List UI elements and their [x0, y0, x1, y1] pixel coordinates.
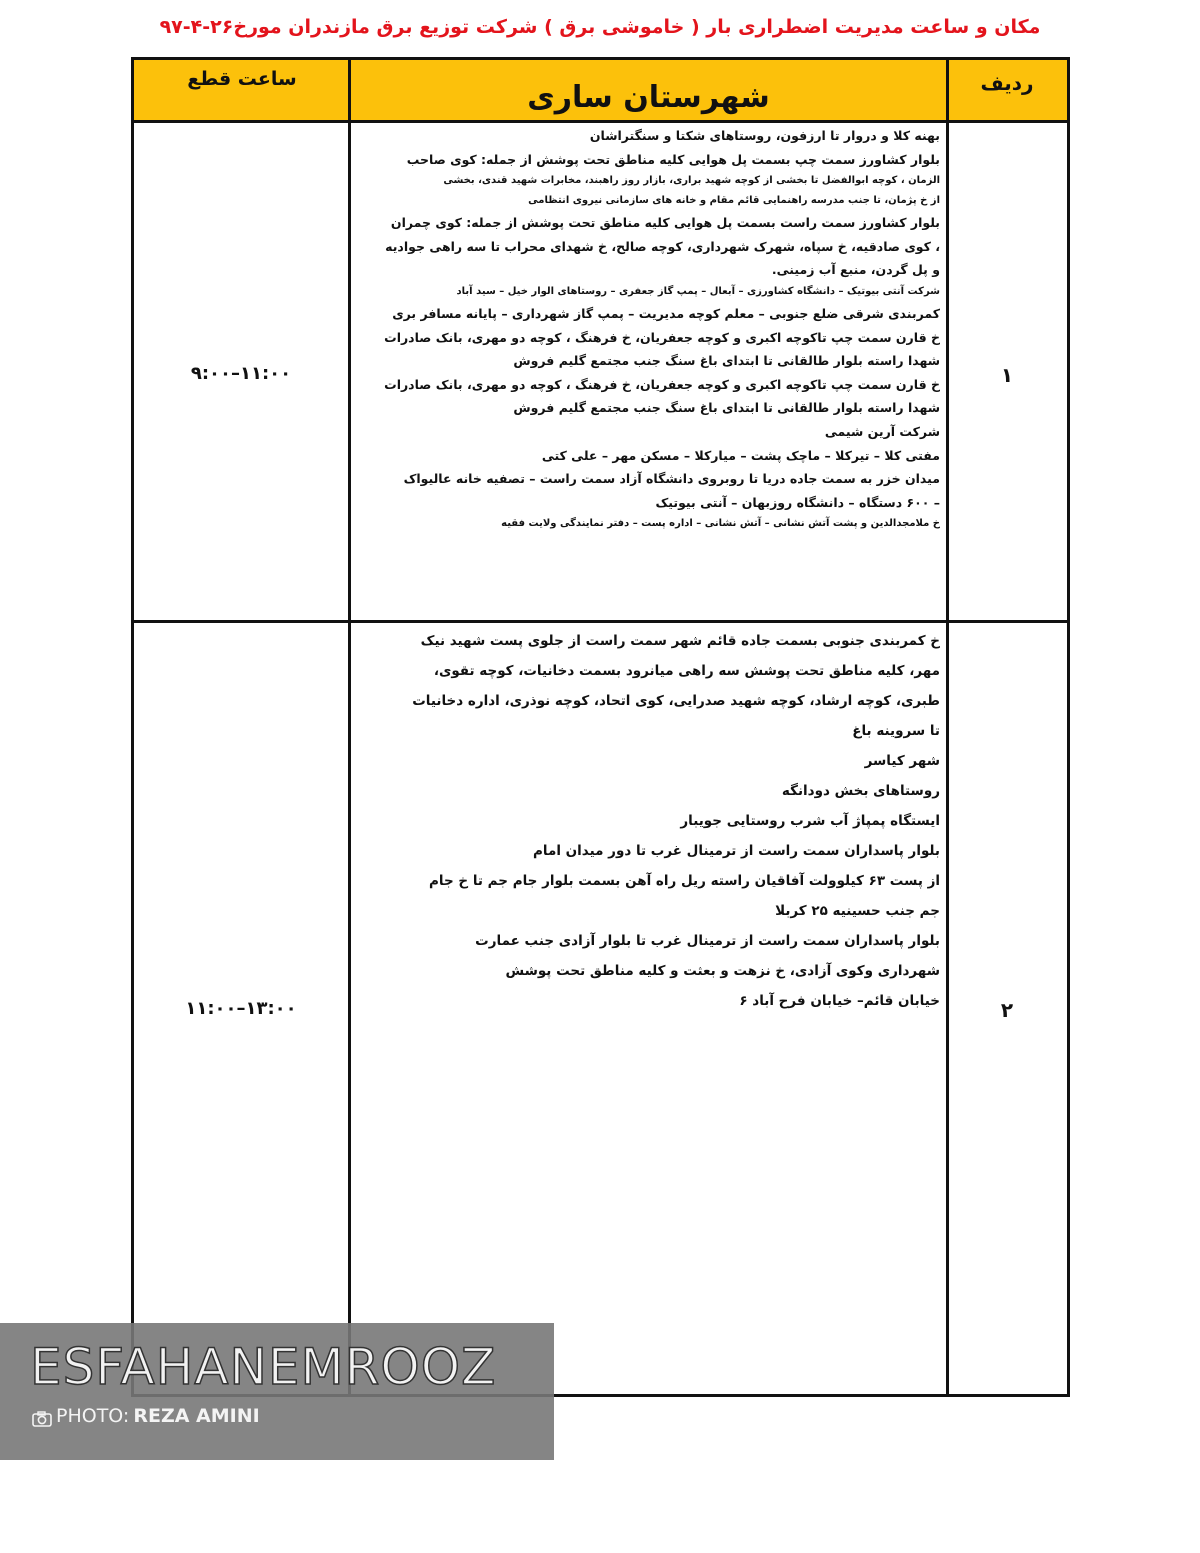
area-line: شهر کیاسر — [864, 753, 940, 769]
area-line: خ ملامجدالدین و پشت آتش نشانی – آتش نشانی – اداره پست – دفتر نمایندگی ولایت فقیه — [501, 518, 940, 530]
photo-credit-prefix: PHOTO: — [56, 1405, 130, 1427]
row-2-outage-time: ۱۱:۰۰–۱۳:۰۰ — [185, 998, 297, 1019]
header-area: شهرستان ساری — [350, 60, 947, 123]
area-line: – ۶۰۰ دستگاه – دانشگاه روزبهان – آنتی بیوتیک — [655, 494, 940, 510]
area-line: بلوار پاسداران سمت راست از ترمینال غرب تا دور میدان امام — [533, 843, 940, 859]
outage-schedule-table — [131, 57, 1070, 1397]
row-2-areas — [354, 626, 944, 1016]
area-line: از خ پژمان، تا جنب مدرسه راهنمایی قائم مقام و خانه های سازمانی نیروی انتظامی — [528, 195, 940, 207]
area-line: جم جنب حسینیه ۲۵ کربلا — [775, 903, 940, 919]
watermark-brand: ESFAHANEMROOZ — [30, 1338, 497, 1396]
row-divider — [134, 620, 1067, 623]
area-line: کمربندی شرقی ضلع جنوبی – معلم کوچه مدیریت – پمپ گاز شهرداری – پایانه مسافر بری — [392, 305, 940, 321]
area-line: خ کمربندی جنوبی بسمت جاده قائم شهر سمت راست از جلوی پست شهید نیک — [420, 633, 940, 649]
area-line: شهدا راسته بلوار طالقانی تا ابتدای باغ سنگ جنب مجتمع گلیم فروش — [513, 400, 940, 416]
row-1-areas — [354, 124, 944, 534]
area-line: الزمان ، کوچه ابوالفضل تا بخشی از کوچه شهید براری، بازار روز راهبند، مخابرات شهید قندی، بخشی — [443, 175, 940, 187]
column-divider — [946, 60, 949, 1394]
photo-credit — [32, 1403, 260, 1429]
header-row-number: ردیف — [947, 60, 1067, 123]
area-line: ایستگاه پمپاژ آب شرب روستایی جویبار — [680, 813, 940, 829]
area-line: طبری، کوچه ارشاد، کوچه شهید صدرایی، کوی اتحاد، کوچه نوذری، اداره دخانیات — [412, 693, 940, 709]
area-line: و پل گردن، منبع آب زمینی. — [771, 262, 940, 278]
area-line: بهنه کلا و دروار تا ارزفون، روستاهای شکتا و سنگتراشان — [589, 128, 940, 143]
photo-credit-name: REZA AMINI — [133, 1405, 260, 1427]
row-2-number: ۲ — [1000, 998, 1014, 1022]
area-line: خ قارن سمت چپ تاکوچه اکبری و کوچه جعفریان، خ فرهنگ ، کوچه دو مهری، بانک صادرات — [384, 329, 940, 345]
area-line: ، کوی صادقیه، خ سپاه، شهرک شهرداری، کوچه صالح، خ شهدای محراب تا سه راهی جوادیه — [385, 238, 940, 254]
area-line: شرکت آنتی بیوتیک – دانشگاه کشاورزی – آبعال – پمپ گاز جعفری – روستاهای الوار خیل – سید آباد — [456, 285, 940, 297]
area-line: مهر، کلیه مناطق تحت پوشش سه راهی میانرود بسمت دخانیات، کوچه تقوی، — [433, 663, 940, 679]
row-1-outage-time: ۹:۰۰–۱۱:۰۰ — [190, 363, 292, 384]
document-title: مکان و ساعت مدیریت اضطراری بار ( خاموشی برق ) شرکت توزیع برق مازندران مورخ۲۶-۴-۹۷ — [159, 16, 1041, 38]
area-line: بلوار کشاورز سمت راست بسمت پل هوایی کلیه مناطق تحت پوشش از جمله: کوی چمران — [390, 215, 940, 231]
area-line: خیابان قائم– خیابان فرح آباد ۶ — [739, 993, 940, 1009]
area-line: بلوار پاسداران سمت راست از ترمینال غرب تا بلوار آزادی جنب عمارت — [475, 933, 940, 949]
area-line: شرکت آرین شیمی — [824, 423, 940, 439]
column-divider — [348, 60, 351, 1394]
camera-icon — [32, 1408, 52, 1424]
area-line: شهدا راسته بلوار طالقانی تا ابتدای باغ سنگ جنب مجتمع گلیم فروش — [513, 353, 940, 369]
area-line: خ قارن سمت چپ تاکوچه اکبری و کوچه جعفریان، خ فرهنگ ، کوچه دو مهری، بانک صادرات — [384, 376, 940, 392]
area-line: از پست ۶۳ کیلوولت آفاقیان راسته ریل راه آهن بسمت بلوار جام جم تا خ جام — [429, 873, 940, 889]
area-line: بلوار کشاورز سمت چپ بسمت پل هوایی کلیه مناطق تحت پوشش از جمله: کوی صاحب — [406, 151, 940, 167]
watermark-overlay — [0, 1323, 554, 1460]
row-1-number: ۱ — [1000, 363, 1014, 387]
area-line: روستاهای بخش دودانگه — [781, 783, 940, 799]
area-line: مفتی کلا – تیرکلا – ماچک پشت – میارکلا – مسکن مهر – علی کتی — [541, 447, 940, 463]
header-outage-time: ساعت قطع — [134, 60, 350, 123]
area-line: تا سروینه باغ — [852, 723, 940, 739]
area-line: شهرداری وکوی آزادی، خ نزهت و بعثت و کلیه مناطق تحت پوشش — [505, 963, 940, 979]
area-line: میدان خزر به سمت جاده دریا تا روبروی دانشگاه آزاد سمت راست – تصفیه خانه عالیواک — [403, 471, 940, 487]
